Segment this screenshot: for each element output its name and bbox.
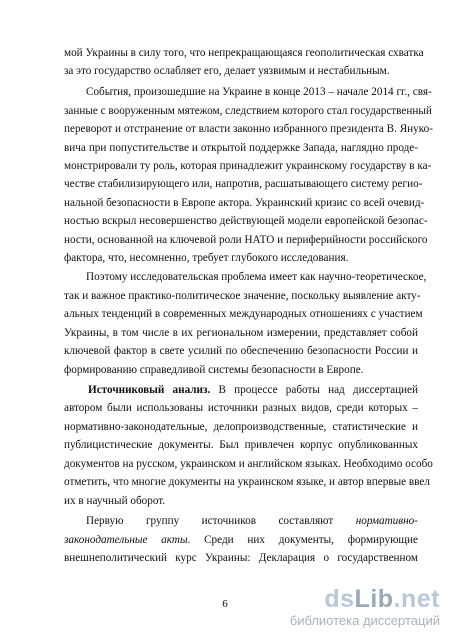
text-line: Украины, в том числе в их региональном измерении, представляет собой — [64, 327, 418, 339]
text-line: ключевой фактор в свете усилий по обеспечению безопасности России и — [64, 345, 418, 357]
text-line: так и важное практико-политическое значение, поскольку выявление акту- — [64, 290, 421, 302]
text-line: нормативно-законодательные, делопроизводственные, статистические и — [64, 421, 418, 433]
text-line: вича при попустительстве и открытой поддержке Запада, наглядно проде- — [64, 142, 418, 154]
text-span: . Среди них документы, формирующие — [187, 534, 418, 546]
text-line: ности, основанной на ключевой роли НАТО и периферийности российского — [64, 234, 428, 246]
watermark-logo — [290, 586, 440, 612]
text-line: Поэтому исследовательская проблема имеет как научно-теоретическое, — [86, 271, 427, 283]
text-line: публицистические документы. Был привлечен корпус опубликованных — [64, 439, 418, 451]
text-line: их в научный оборот. — [64, 495, 166, 507]
text-line: фактора, что, несомненно, требует глубокого исследования. — [64, 252, 349, 264]
text-line: автором были использованы источники разных видов, среди которых – — [64, 402, 418, 414]
watermark — [290, 586, 440, 629]
watermark-logo-lib: Lib — [354, 585, 394, 613]
text-line — [86, 514, 418, 529]
text-line: ностью вскрыл несовершенство действующей модели европейской безопас- — [64, 215, 428, 227]
text-line — [64, 533, 418, 548]
text-line: занные с вооруженным мятежом, следствием которого стал государственный — [64, 105, 432, 117]
text-line: отметить, что многие документы на украинском языке, и автор впервые ввел — [64, 476, 430, 488]
watermark-subtitle: библиотека диссертаций — [289, 613, 440, 628]
text-line: альных тенденций в современных международных отношениях с участием — [64, 308, 423, 320]
text-line: документов на русском, украинском и английском языках. Необходимо особо — [64, 458, 433, 470]
text-line: внешнеполитический курс Украины: Декларация о государственном — [64, 552, 418, 564]
text-line: честве стабилизирующего или, напротив, расшатывающего систему регио- — [64, 178, 423, 190]
text-line: монстрировали ту роль, которая принадлежит украинскому государству в ка- — [64, 160, 432, 172]
text-span: В процессе работы над диссертацией — [218, 384, 418, 396]
italic-term: нормативно- — [355, 515, 418, 527]
text-line: переворот и отстранение от власти законно избранного президента В. Януко- — [64, 123, 433, 135]
section-heading: Источниковый анализ. — [88, 384, 211, 396]
text-line: мой Украины в силу того, что непрекращающаяся геополитическая схватка — [64, 47, 424, 59]
text-line: События, произошедшие на Украине в конце 2013 – начале 2014 гг., свя- — [86, 86, 432, 98]
text-line: нальной безопасности в Европе актора. Украинский кризис со всей очевид- — [64, 197, 425, 209]
watermark-logo-ds: ds — [324, 585, 355, 613]
page-number: 6 — [222, 598, 228, 610]
text-line: формированию справедливой системы безопасности в Европе. — [64, 364, 364, 376]
italic-term: законодательные акты — [64, 534, 188, 546]
text-line — [88, 383, 418, 398]
text-span: Первую группу источников составляют — [86, 515, 334, 527]
text-line: за это государство ослабляет его, делает уязвимым и нестабильным. — [64, 65, 390, 77]
watermark-logo-net: .net — [393, 585, 440, 613]
